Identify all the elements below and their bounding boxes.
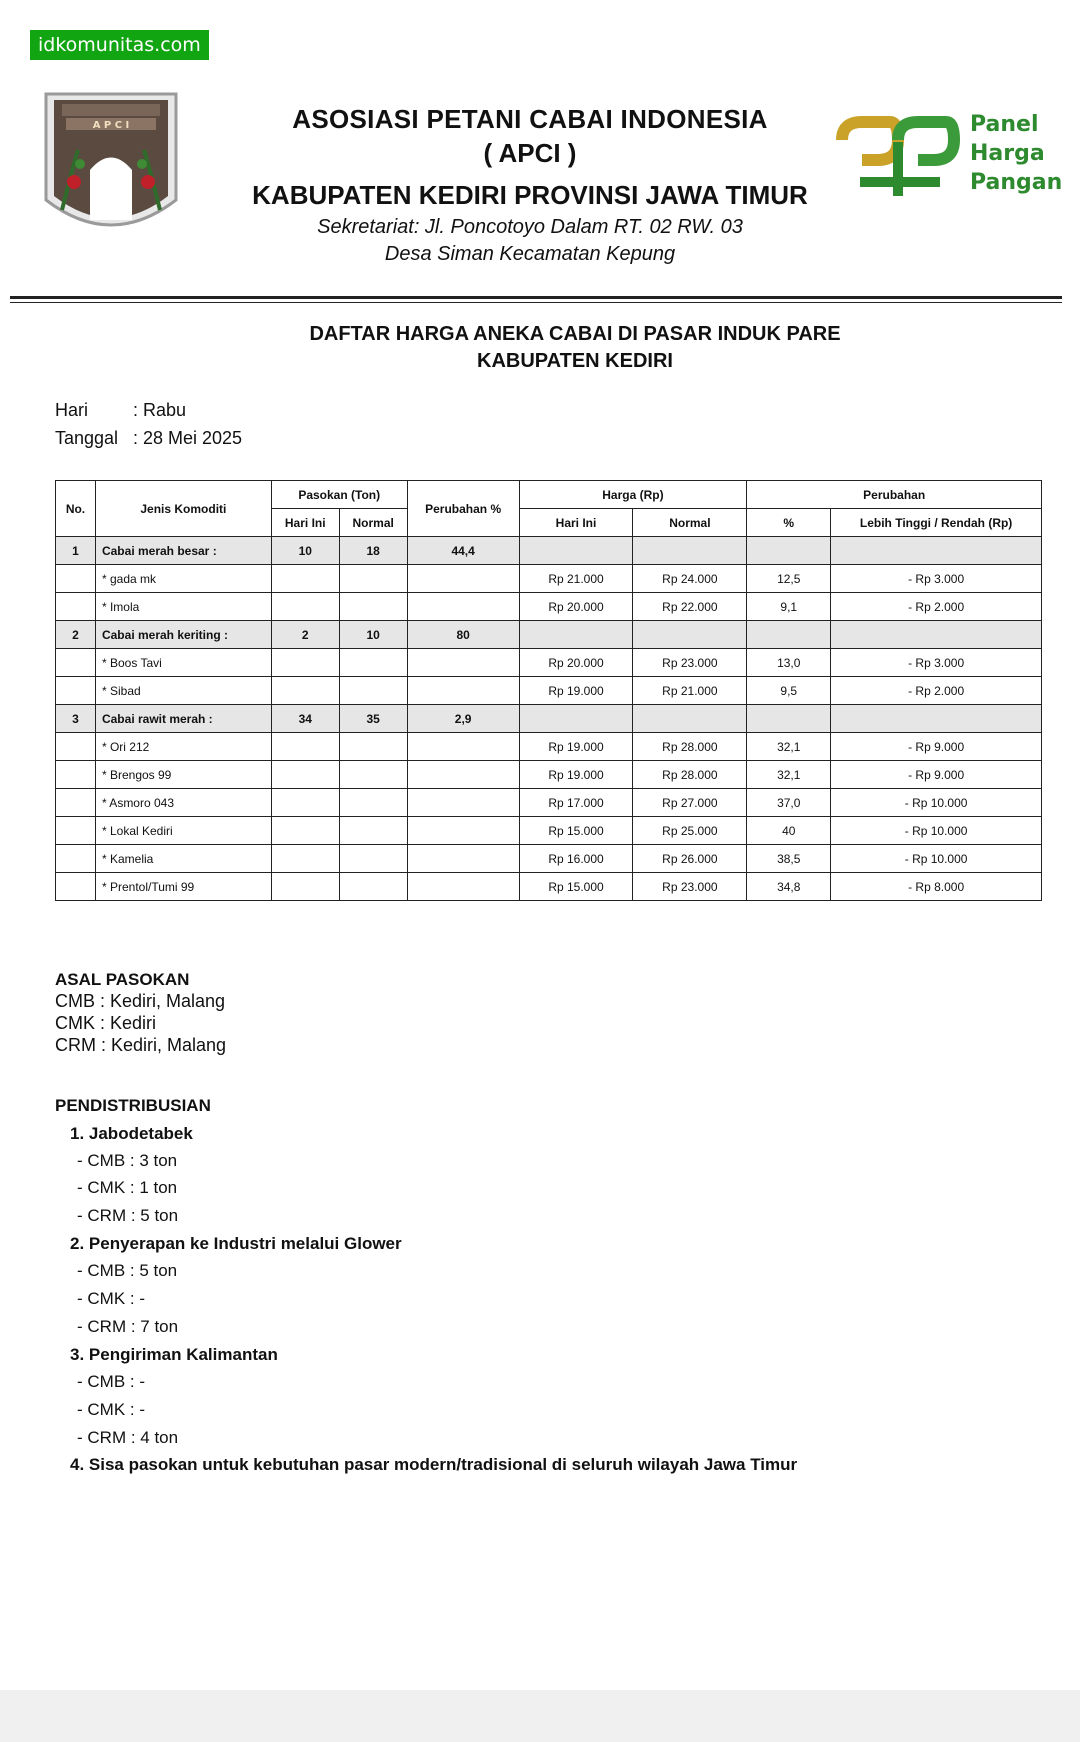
- group-no: 2: [56, 621, 96, 649]
- day-row: [55, 400, 186, 421]
- distribution-item-3: 3. Pengiriman Kalimantan: [70, 1345, 278, 1364]
- table-row: [56, 761, 1042, 789]
- watermark-label: idkomunitas.com: [30, 30, 209, 60]
- distribution-subitem: - CRM : 4 ton: [77, 1428, 179, 1447]
- org-abbr: ( APCI ): [483, 138, 577, 168]
- item-name: * Kamelia: [95, 845, 271, 873]
- col-supply-today: Hari Ini: [271, 509, 339, 537]
- col-supply-normal: Normal: [339, 509, 407, 537]
- group-name: Cabai rawit merah :: [95, 705, 271, 733]
- item-name: * Prentol/Tumi 99: [95, 873, 271, 901]
- col-commodity: Jenis Komoditi: [95, 481, 271, 537]
- group-change-pct: 44,4: [407, 537, 519, 565]
- distribution-subitem: - CRM : 5 ton: [77, 1206, 179, 1225]
- item-change-pct: 34,8: [747, 873, 831, 901]
- item-name: * Brengos 99: [95, 761, 271, 789]
- item-price-normal: Rp 25.000: [633, 817, 747, 845]
- item-change-rp: - Rp 10.000: [831, 817, 1042, 845]
- distribution-subitem: - CRM : 7 ton: [77, 1317, 179, 1336]
- item-price-today: Rp 16.000: [519, 845, 633, 873]
- group-change-pct: 80: [407, 621, 519, 649]
- address-line: Desa Siman Kecamatan Kepung: [384, 243, 676, 265]
- date-label: Tanggal: [55, 428, 119, 448]
- org-name: ASOSIASI PETANI CABAI INDONESIA: [292, 104, 768, 134]
- item-change-rp: - Rp 2.000: [831, 677, 1042, 705]
- col-change: Perubahan: [747, 481, 1042, 509]
- item-change-rp: - Rp 9.000: [831, 733, 1042, 761]
- distribution-subitem: - CMB : -: [77, 1372, 145, 1391]
- item-price-normal: Rp 27.000: [633, 789, 747, 817]
- group-supply-normal: 10: [339, 621, 407, 649]
- distribution-subitem: - CMK : -: [77, 1289, 145, 1308]
- day-label: Hari: [55, 400, 89, 420]
- item-name: * Boos Tavi: [95, 649, 271, 677]
- table-row: [56, 677, 1042, 705]
- distribution-subitem: - CMK : 1 ton: [77, 1178, 178, 1197]
- group-no: 1: [56, 537, 96, 565]
- supply-origin-heading: ASAL PASOKAN: [55, 970, 190, 989]
- supply-origin-section: [55, 970, 226, 1056]
- table-row: [56, 649, 1042, 677]
- group-row: [56, 705, 1042, 733]
- item-change-rp: - Rp 10.000: [831, 845, 1042, 873]
- page-bottom-band: [0, 1690, 1080, 1742]
- col-change-pct: Perubahan %: [407, 481, 519, 537]
- group-supply-today: 34: [271, 705, 339, 733]
- group-name: Cabai merah besar :: [95, 537, 271, 565]
- group-supply-today: 2: [271, 621, 339, 649]
- group-supply-normal: 18: [339, 537, 407, 565]
- item-change-pct: 32,1: [747, 761, 831, 789]
- item-name: * Lokal Kediri: [95, 817, 271, 845]
- table-row: [56, 873, 1042, 901]
- pp-line-2: Harga: [970, 141, 1045, 166]
- distribution-subitem: - CMB : 5 ton: [77, 1261, 178, 1280]
- item-change-rp: - Rp 8.000: [831, 873, 1042, 901]
- org-region: KABUPATEN KEDIRI PROVINSI JAWA TIMUR: [252, 180, 808, 210]
- document-title: DAFTAR HARGA ANEKA CABAI DI PASAR INDUK PARE: [309, 323, 841, 345]
- group-name: Cabai merah keriting :: [95, 621, 271, 649]
- group-no: 3: [56, 705, 96, 733]
- distribution-item-2: 2. Penyerapan ke Industri melalui Glower: [70, 1234, 402, 1253]
- day-value: : Rabu: [133, 400, 187, 420]
- header-divider: [10, 296, 1062, 299]
- item-price-today: Rp 15.000: [519, 817, 633, 845]
- col-price-normal: Normal: [633, 509, 747, 537]
- col-change-percent: %: [747, 509, 831, 537]
- item-change-pct: 38,5: [747, 845, 831, 873]
- supply-origin-line: CRM : Kediri, Malang: [55, 1035, 227, 1055]
- group-row: [56, 537, 1042, 565]
- supply-origin-line: CMK : Kediri: [55, 1013, 157, 1033]
- group-supply-today: 10: [271, 537, 339, 565]
- distribution-item-4: 4. Sisa pasokan untuk kebutuhan pasar modern/tradisional di seluruh wilayah Jawa Timur: [70, 1455, 798, 1474]
- col-change-rp: Lebih Tinggi / Rendah (Rp): [831, 509, 1042, 537]
- item-change-pct: 9,1: [747, 593, 831, 621]
- item-change-pct: 37,0: [747, 789, 831, 817]
- item-price-today: Rp 15.000: [519, 873, 633, 901]
- item-price-today: Rp 20.000: [519, 593, 633, 621]
- distribution-subitem: - CMK : -: [77, 1400, 145, 1419]
- date-value: : 28 Mei 2025: [133, 428, 243, 448]
- distribution-section: [55, 1096, 211, 1116]
- item-price-today: Rp 20.000: [519, 649, 633, 677]
- item-change-pct: 9,5: [747, 677, 831, 705]
- item-change-rp: - Rp 10.000: [831, 789, 1042, 817]
- item-price-normal: Rp 28.000: [633, 733, 747, 761]
- item-change-rp: - Rp 2.000: [831, 593, 1042, 621]
- group-change-pct: 2,9: [407, 705, 519, 733]
- price-table: [55, 480, 1042, 901]
- item-change-pct: 32,1: [747, 733, 831, 761]
- distribution-item-1: 1. Jabodetabek: [70, 1124, 193, 1143]
- col-supply: Pasokan (Ton): [271, 481, 407, 509]
- group-row: [56, 621, 1042, 649]
- item-change-rp: - Rp 3.000: [831, 649, 1042, 677]
- pp-line-1: Panel: [970, 112, 1039, 137]
- item-price-today: Rp 19.000: [519, 677, 633, 705]
- pp-line-3: Pangan: [970, 170, 1063, 195]
- document-subtitle: KABUPATEN KEDIRI: [477, 350, 673, 372]
- supply-origin-line: CMB : Kediri, Malang: [55, 991, 226, 1011]
- apci-crest-logo: [42, 90, 180, 250]
- secretariat-line: Sekretariat: Jl. Poncotoyo Dalam RT. 02 RW. 03: [317, 216, 743, 238]
- item-price-normal: Rp 21.000: [633, 677, 747, 705]
- item-name: * gada mk: [95, 565, 271, 593]
- item-name: * Sibad: [95, 677, 271, 705]
- item-price-today: Rp 21.000: [519, 565, 633, 593]
- table-row: [56, 565, 1042, 593]
- date-row: [55, 428, 242, 449]
- item-price-normal: Rp 28.000: [633, 761, 747, 789]
- item-price-today: Rp 17.000: [519, 789, 633, 817]
- table-row: [56, 593, 1042, 621]
- distribution-subitem: - CMB : 3 ton: [77, 1151, 178, 1170]
- crest-label: A P C I: [92, 120, 130, 131]
- col-no: No.: [56, 481, 96, 537]
- item-name: * Asmoro 043: [95, 789, 271, 817]
- item-price-normal: Rp 26.000: [633, 845, 747, 873]
- table-row: [56, 817, 1042, 845]
- distribution-heading: PENDISTRIBUSIAN: [55, 1096, 211, 1115]
- group-supply-normal: 35: [339, 705, 407, 733]
- item-price-today: Rp 19.000: [519, 733, 633, 761]
- item-name: * Ori 212: [95, 733, 271, 761]
- item-price-normal: Rp 24.000: [633, 565, 747, 593]
- col-price: Harga (Rp): [519, 481, 747, 509]
- item-price-normal: Rp 22.000: [633, 593, 747, 621]
- item-price-normal: Rp 23.000: [633, 873, 747, 901]
- item-change-rp: - Rp 3.000: [831, 565, 1042, 593]
- item-change-pct: 13,0: [747, 649, 831, 677]
- item-change-rp: - Rp 9.000: [831, 761, 1042, 789]
- item-price-normal: Rp 23.000: [633, 649, 747, 677]
- col-price-today: Hari Ini: [519, 509, 633, 537]
- item-price-today: Rp 19.000: [519, 761, 633, 789]
- table-row: [56, 789, 1042, 817]
- table-row: [56, 733, 1042, 761]
- item-name: * Imola: [95, 593, 271, 621]
- item-change-pct: 12,5: [747, 565, 831, 593]
- header-divider-thin: [10, 302, 1062, 303]
- item-change-pct: 40: [747, 817, 831, 845]
- table-row: [56, 845, 1042, 873]
- panel-harga-pangan-text: [970, 110, 1080, 197]
